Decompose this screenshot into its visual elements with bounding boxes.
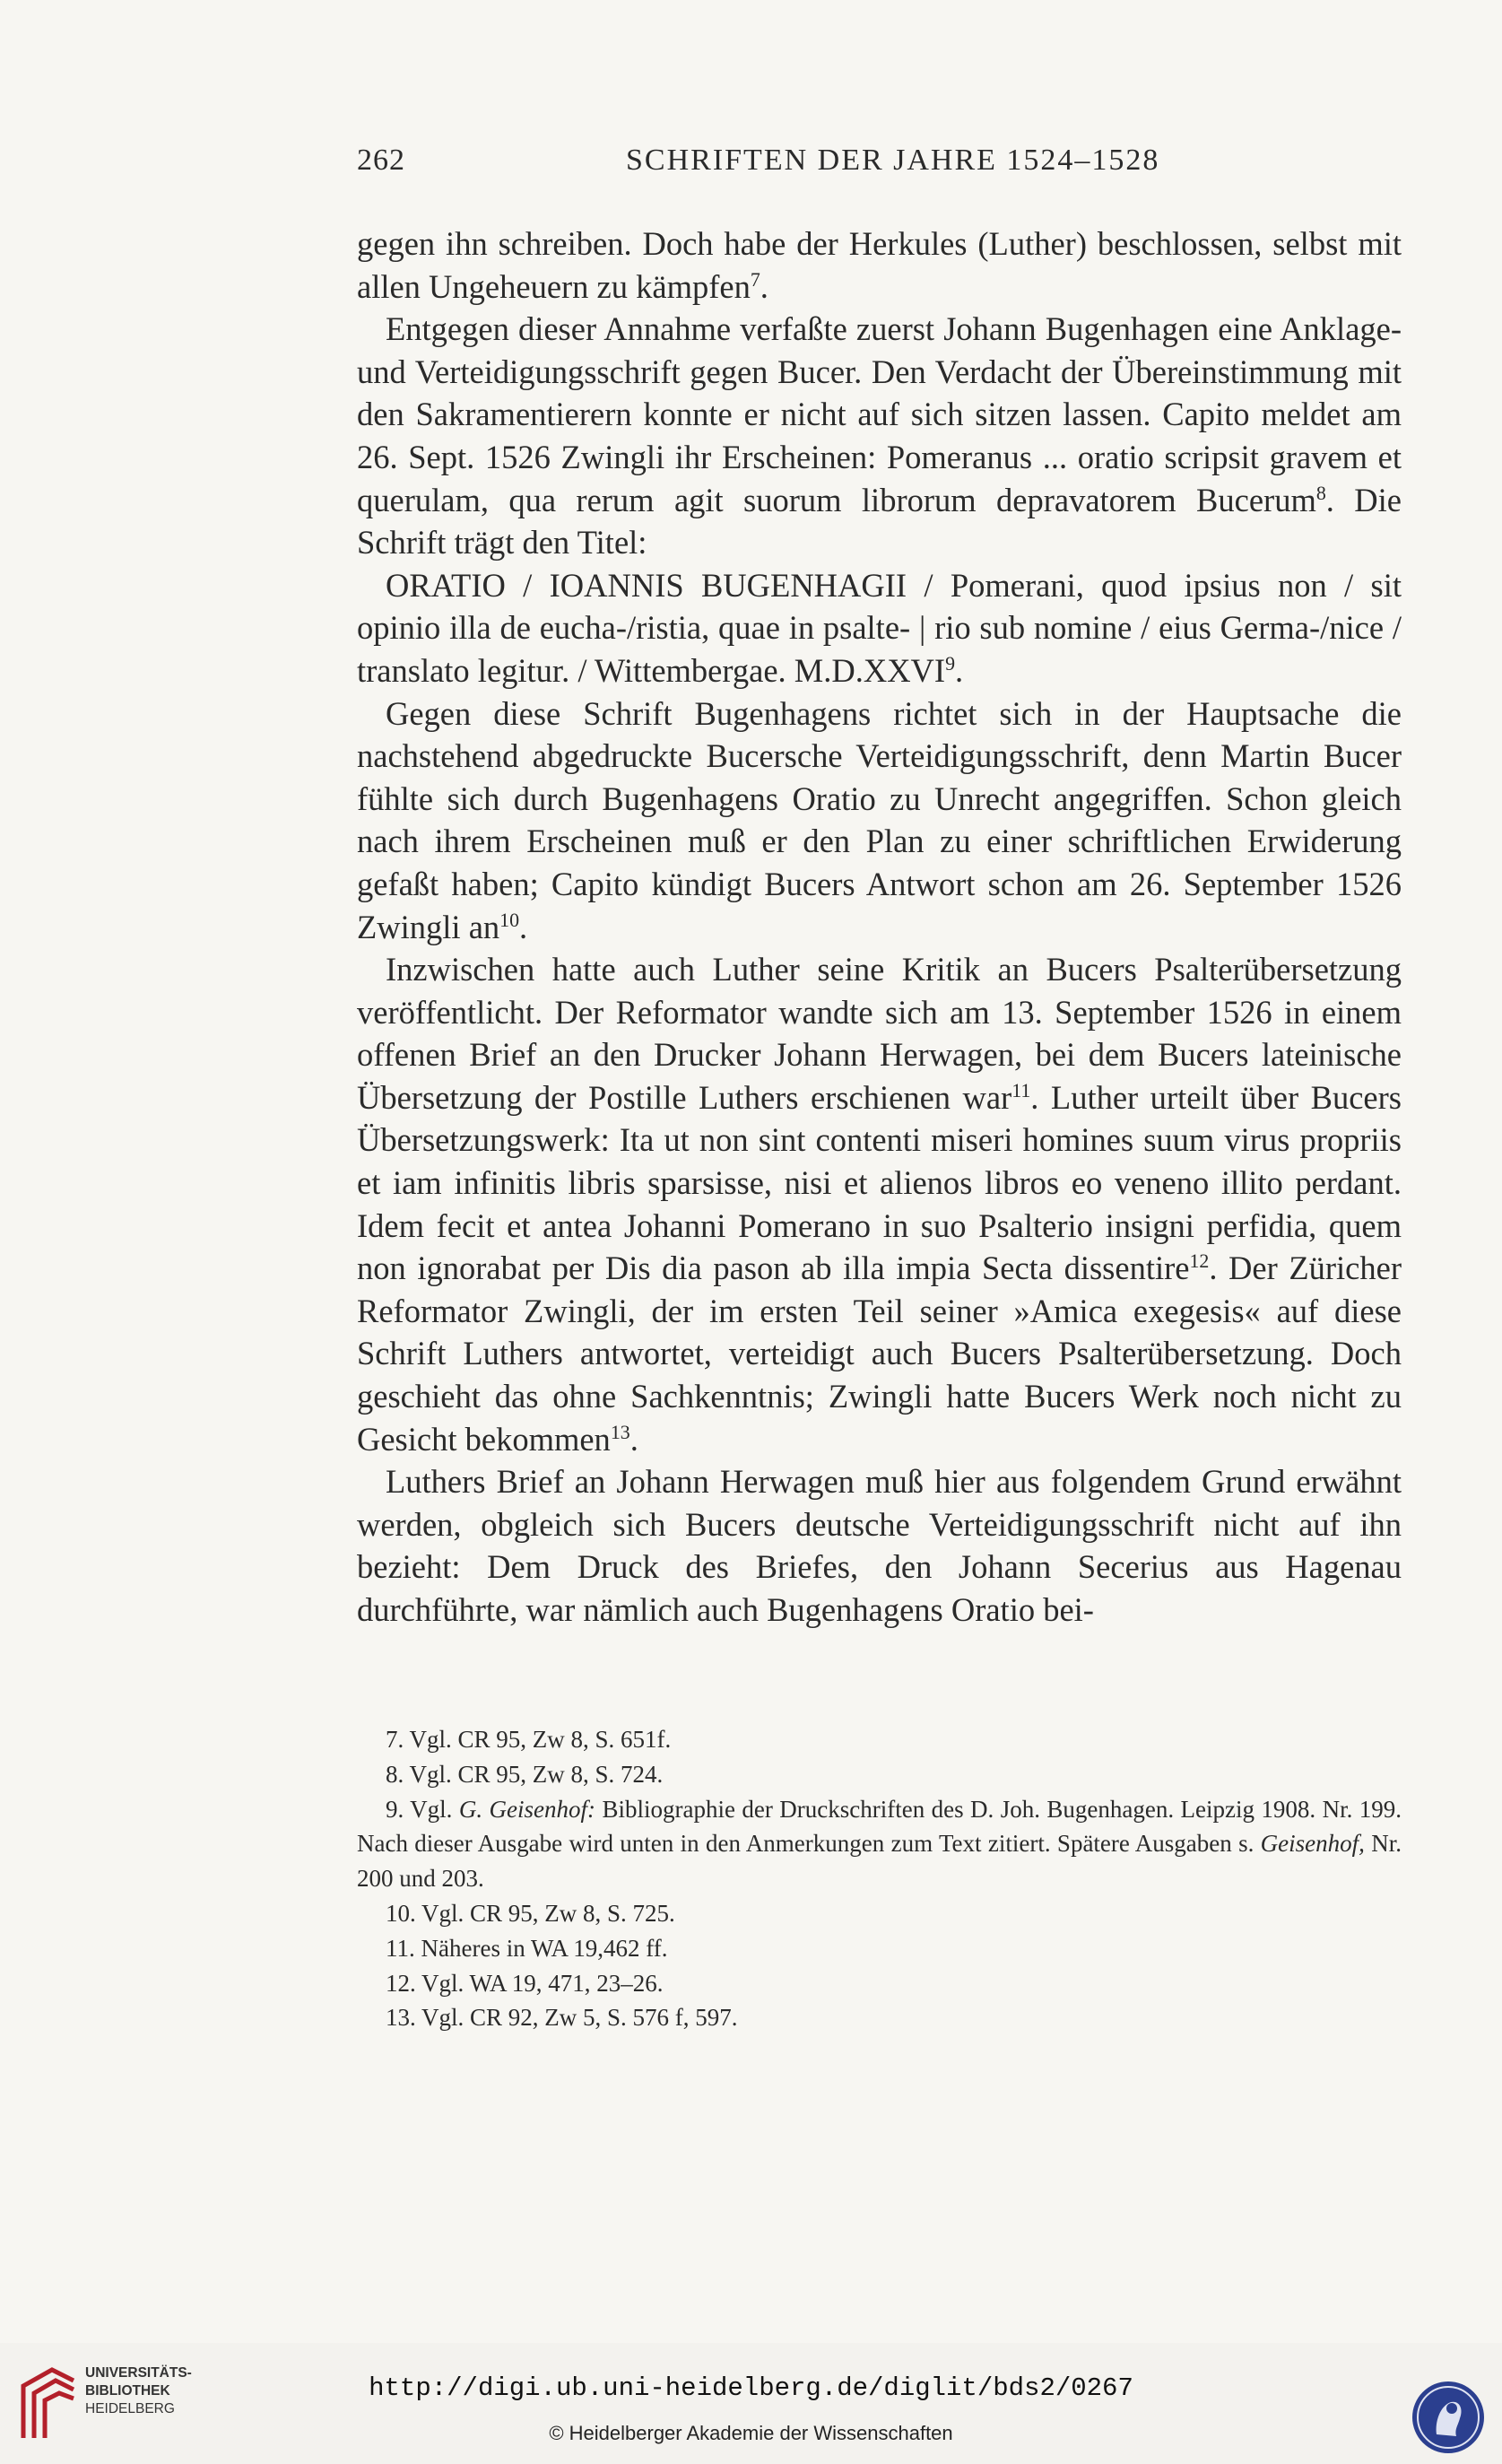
footnote-ref-12: 12 — [1189, 1249, 1210, 1273]
paragraph-2 — [357, 308, 1402, 564]
permalink-url[interactable]: http://digi.ub.uni-heidelberg.de/diglit/bds2/0267 — [369, 2373, 1133, 2403]
digitization-footer — [0, 2343, 1502, 2464]
paragraph-2-tail: . Die Schrift trägt den Titel: — [357, 481, 1402, 562]
paragraph-5-text: Luthers Brief an Johann Herwagen muß hier aus folgendem Grund erwähnt werden, obgleich sich Bucers deutsche Verteidigungsschrift nicht auf ihn bezieht: Dem Druck des Briefes, den Johann Secerius aus Hagenau durchführte, war nämlich auch Bugenhagens Oratio bei- — [357, 1463, 1402, 1628]
academy-seal-icon — [1410, 2379, 1487, 2456]
footnote-9-author: G. Geisenhof: — [458, 1795, 596, 1823]
footnote-ref-8: 8 — [1315, 481, 1326, 504]
paragraph-4-text-b: . Luther urteilt über Bucers Übersetzungswerk: Ita ut non sint contenti miseri homines suum virus propriis et iam infinitis libris sparsisse, nisi et alienos libros eo veneno illito perdant. Idem fecit et antea Johanni Pomerano in suo Psalterio insigni perfidia, quem non ignorabat per Dis dia pason ab illa impia Secta dissentire — [357, 1078, 1402, 1287]
footnote-ref-10: 10 — [499, 908, 520, 931]
footnote-ref-13: 13 — [610, 1420, 630, 1443]
paragraph-title-quote — [357, 564, 1402, 692]
footnote-ref-7: 7 — [750, 267, 760, 291]
paragraph-5 — [357, 1460, 1402, 1631]
page-number: 262 — [357, 144, 405, 177]
paragraph-3 — [357, 692, 1402, 949]
paragraph-1-text: gegen ihn schreiben. Doch habe der Herkules (Luther) beschlossen, selbst mit allen Ungeheuern zu kämpfen — [357, 225, 1402, 305]
footnote-ref-9: 9 — [945, 651, 956, 675]
footnote-9-author-ref: Geisenhof, — [1260, 1830, 1365, 1858]
footnote-9 — [357, 1792, 1402, 1896]
paragraph-1-end: . — [760, 267, 768, 305]
footnote-13: 13. Vgl. CR 92, Zw 5, S. 576 f, 597. — [386, 2004, 738, 2032]
paragraph-3-end: . — [519, 908, 528, 945]
footnote-7: 7. Vgl. CR 95, Zw 8, S. 651f. — [386, 1726, 672, 1753]
footnote-8: 8. Vgl. CR 95, Zw 8, S. 724. — [386, 1760, 664, 1788]
running-title: SCHRIFTEN DER JAHRE 1524–1528 — [626, 144, 1160, 177]
footnote-10: 10. Vgl. CR 95, Zw 8, S. 725. — [386, 1899, 675, 1927]
library-line-2: BIBLIOTHEK — [85, 2383, 170, 2399]
title-quote-end: . — [955, 651, 964, 689]
paragraph-1 — [357, 222, 1402, 308]
page-header — [357, 144, 1402, 190]
copyright-notice: © Heidelberger Akademie der Wissenschaften — [549, 2422, 953, 2444]
paragraph-4-end: . — [629, 1420, 638, 1458]
body-text — [357, 222, 1402, 1632]
paragraph-4-text-a: Inzwischen hatte auch Luther seine Kritik an Bucers Psalterübersetzung veröffentlicht. Der Reformator wandte sich am 13. September 1526 in einem offenen Brief an den Drucker Johann Herwagen, bei dem Bucers lateinische Übersetzung der Postille Luthers erschienen war — [357, 951, 1402, 1116]
footnote-ref-11: 11 — [1011, 1078, 1031, 1101]
footnote-12: 12. Vgl. WA 19, 471, 23–26. — [386, 1969, 664, 1997]
paragraph-2-text: Entgegen dieser Annahme verfaßte zuerst Johann Bugenhagen eine Anklage- und Verteidigungsschrift gegen Bucer. Den Verdacht der Übereinstimmung mit den Sakramentierern konnte er nicht auf sich sitzen lassen. Capito meldet am 26. Sept. 1526 Zwingli ihr Erscheinen: Pomeranus ... oratio scripsit gravem et querulam, qua rerum agit suorum librorum depravatorem Bucerum — [357, 310, 1402, 518]
paragraph-4 — [357, 948, 1402, 1460]
title-quote-text: ORATIO / IOANNIS BUGENHAGII / Pomerani, quod ipsius non / sit opinio illa de eucha-/ristia, quae in psalte- | rio sub nomine / eius Germa-/nice / translato legitur. / Wittembergae. M.D.XXVI — [357, 566, 1402, 689]
paragraph-4-text-c: . Der Züricher Reformator Zwingli, der im ersten Teil seiner »Amica exegesis« auf diese Schrift Luthers antwortet, verteidigt auch Bucers Psalterübersetzung. Doch geschieht das ohne Sachkenntnis; Zwingli hatte Bucers Werk noch nicht zu Gesicht bekommen — [357, 1249, 1402, 1458]
footnotes — [357, 1722, 1402, 2035]
library-line-1: UNIVERSITÄTS- — [85, 2365, 192, 2381]
footnote-9-text: Bibliographie der Druckschriften des D. Joh. Bugenhagen. Leipzig 1908. Nr. 199. Nach dieser Ausgabe wird unten in den Anmerkungen zum Text zitiert. Spätere Ausgaben s. — [357, 1795, 1402, 1858]
library-line-3: HEIDELBERG — [85, 2401, 175, 2416]
footnote-11: 11. Näheres in WA 19,462 ff. — [386, 1934, 668, 1962]
paragraph-3-text: Gegen diese Schrift Bugenhagens richtet sich in der Hauptsache die nachstehend abgedruckte Bucersche Verteidigungsschrift, denn Martin Bucer fühlte sich durch Bugenhagens Oratio zu Unrecht angegriffen. Schon gleich nach ihrem Erscheinen muß er den Plan zu einer schriftlichen Erwiderung gefaßt haben; Capito kündigt Bucers Antwort schon am 26. September 1526 Zwingli an — [357, 694, 1402, 945]
footnote-9-end: Nr. 200 und 203. — [357, 1830, 1402, 1893]
footnote-9-prefix: 9. Vgl. — [386, 1795, 459, 1823]
